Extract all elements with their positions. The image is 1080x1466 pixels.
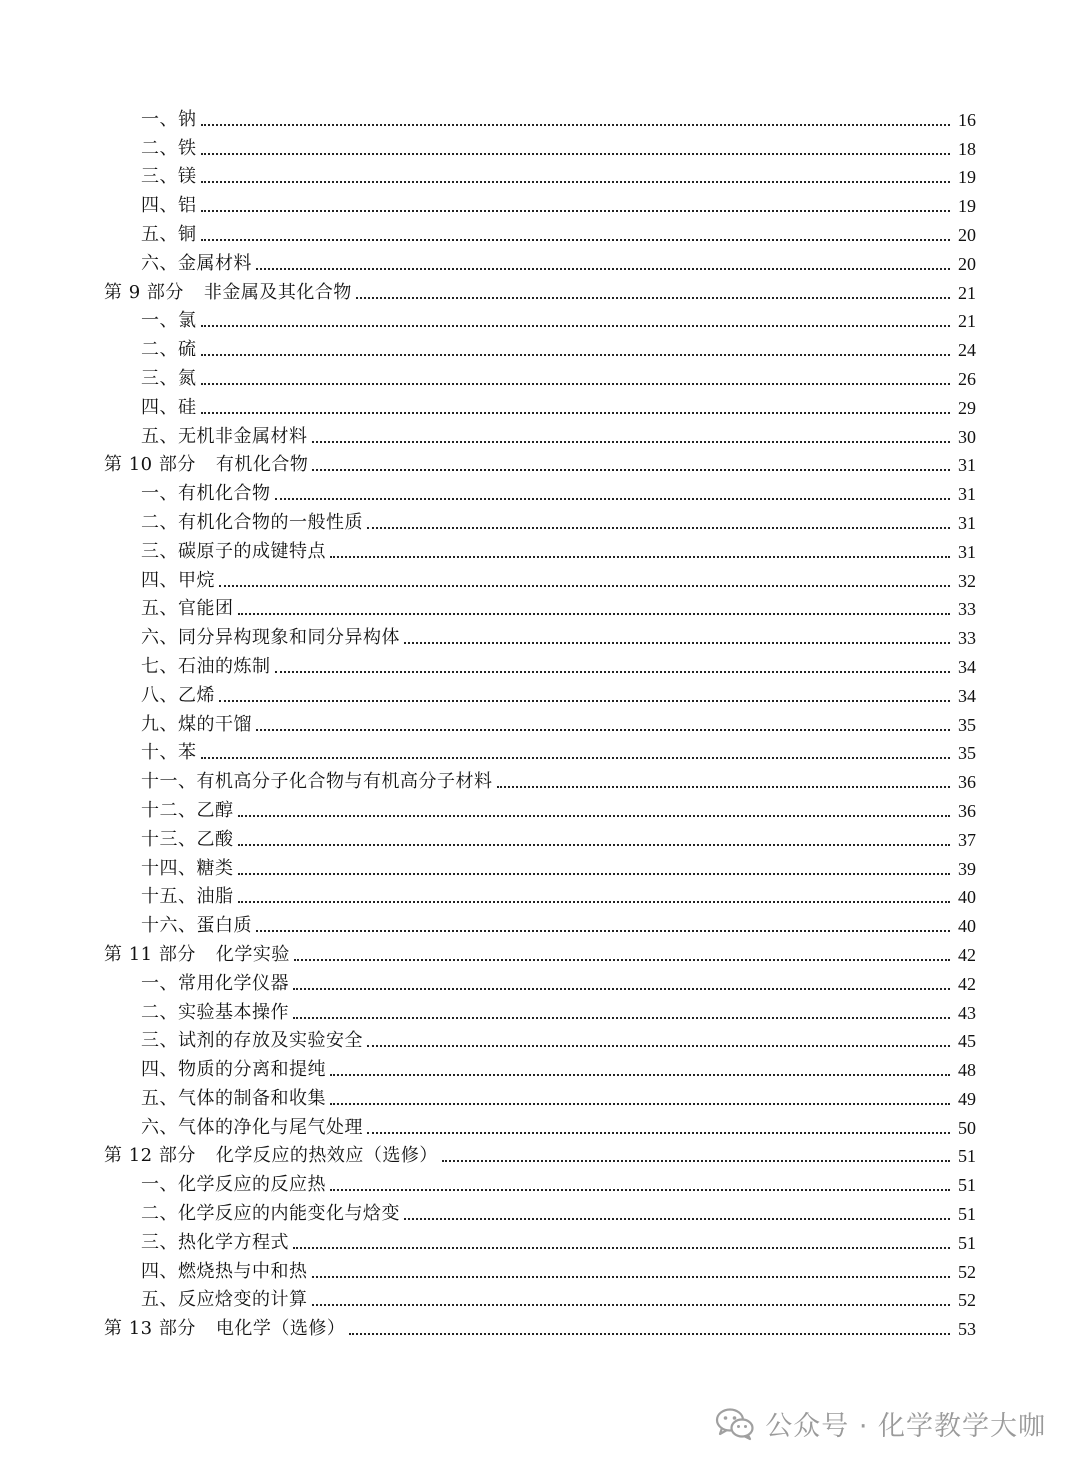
toc-entry-title: 五、官能团 — [141, 598, 234, 620]
toc-entry-title: 七、石油的炼制 — [141, 655, 271, 677]
toc-part-label: 第 13 部分 — [104, 1318, 196, 1340]
toc-page-number: 21 — [958, 311, 976, 332]
toc-entry-title: 四、燃烧热与中和热 — [141, 1260, 308, 1282]
toc-entry-title: 六、气体的净化与尾气处理 — [141, 1116, 363, 1138]
dot-leader — [256, 267, 950, 270]
toc-section-entry[interactable] — [0, 996, 1080, 1025]
dot-leader — [367, 526, 950, 529]
toc-entry-title: 一、氯 — [141, 310, 197, 332]
toc-entry-title: 四、甲烷 — [141, 569, 215, 591]
dot-leader — [497, 785, 951, 788]
toc-entry-title: 二、实验基本操作 — [141, 1001, 289, 1023]
toc-page-number: 53 — [958, 1319, 976, 1340]
dot-leader — [293, 987, 950, 990]
toc-page-number: 31 — [958, 484, 976, 505]
toc-entry-title: 三、试剂的存放及实验安全 — [141, 1030, 363, 1052]
toc-section-entry[interactable] — [0, 1226, 1080, 1255]
toc-page-number: 20 — [958, 253, 976, 274]
toc-entry-title — [104, 281, 352, 305]
toc-page-number: 51 — [958, 1204, 976, 1225]
toc-page-number: 18 — [958, 138, 976, 159]
toc-section-entry[interactable] — [0, 305, 1080, 334]
toc-section-entry[interactable] — [0, 247, 1080, 276]
toc-section-entry[interactable] — [0, 737, 1080, 766]
toc-page-number: 16 — [958, 109, 976, 130]
dot-leader — [201, 382, 951, 385]
toc-section-entry[interactable] — [0, 909, 1080, 938]
toc-page-number: 31 — [958, 455, 976, 476]
dot-leader — [330, 1188, 950, 1191]
toc-entry-title — [104, 1317, 345, 1341]
dot-leader — [238, 843, 951, 846]
toc-section-entry[interactable] — [0, 420, 1080, 449]
toc-page-number: 40 — [958, 887, 976, 908]
toc-section-entry[interactable] — [0, 679, 1080, 708]
toc-page-number: 52 — [958, 1261, 976, 1282]
toc-entry-title: 六、同分异构现象和同分异构体 — [141, 627, 400, 649]
dot-leader — [219, 699, 950, 702]
watermark-text: 公众号 · 化学教学大咖 — [765, 1411, 1046, 1442]
toc-part-title: 化学实验 — [215, 943, 290, 965]
toc-page-number: 42 — [958, 973, 976, 994]
toc-section-entry[interactable] — [0, 103, 1080, 132]
toc-part-entry[interactable] — [0, 1312, 1080, 1341]
toc-page-number: 19 — [958, 167, 976, 188]
toc-page-number: 34 — [958, 656, 976, 677]
dot-leader — [294, 958, 950, 961]
toc-section-entry[interactable] — [0, 1053, 1080, 1082]
toc-page-number: 36 — [958, 772, 976, 793]
toc-entry-title: 四、硅 — [141, 396, 197, 418]
toc-entry-title: 八、乙烯 — [141, 684, 215, 706]
toc-section-entry[interactable] — [0, 1168, 1080, 1197]
toc-entry-title — [104, 453, 308, 477]
toc-page-number: 42 — [958, 944, 976, 965]
dot-leader — [256, 728, 950, 731]
toc-section-entry[interactable] — [0, 1082, 1080, 1111]
toc-page-number: 34 — [958, 685, 976, 706]
dot-leader — [275, 497, 951, 500]
dot-leader — [367, 1131, 950, 1134]
toc-entry-title: 二、化学反应的内能变化与焓变 — [141, 1203, 400, 1225]
toc-page-number: 51 — [958, 1146, 976, 1167]
dot-leader — [330, 1102, 950, 1105]
toc-page-number: 21 — [958, 282, 976, 303]
toc-section-entry[interactable] — [0, 391, 1080, 420]
toc-section-entry[interactable] — [0, 362, 1080, 391]
toc-section-entry[interactable] — [0, 621, 1080, 650]
dot-leader — [367, 1044, 950, 1047]
dot-leader — [293, 1016, 950, 1019]
toc-page-number: 45 — [958, 1031, 976, 1052]
toc-entry-title: 九、煤的干馏 — [141, 713, 252, 735]
toc-section-entry[interactable] — [0, 535, 1080, 564]
toc-part-label: 第 10 部分 — [104, 454, 196, 476]
toc-entry-title: 一、化学反应的反应热 — [141, 1174, 326, 1196]
toc-section-entry[interactable] — [0, 852, 1080, 881]
dot-leader — [201, 238, 951, 241]
toc-section-entry[interactable] — [0, 218, 1080, 247]
toc-page-number: 49 — [958, 1088, 976, 1109]
dot-leader — [201, 324, 951, 327]
toc-page-number: 36 — [958, 800, 976, 821]
toc-page-number: 43 — [958, 1002, 976, 1023]
toc-entry-title: 五、铜 — [141, 223, 197, 245]
toc-entry-title — [104, 1144, 438, 1168]
dot-leader — [312, 440, 951, 443]
toc-page-number: 20 — [958, 224, 976, 245]
toc-section-entry[interactable] — [0, 593, 1080, 622]
toc-entry-title: 三、氮 — [141, 367, 197, 389]
toc-part-title: 有机化合物 — [215, 454, 309, 476]
toc-entry-title: 三、热化学方程式 — [141, 1231, 289, 1253]
toc-entry-title: 十五、油脂 — [141, 886, 234, 908]
dot-leader — [404, 1217, 950, 1220]
toc-page-number: 33 — [958, 628, 976, 649]
toc-part-entry[interactable] — [0, 938, 1080, 967]
toc-entry-title: 一、常用化学仪器 — [141, 972, 289, 994]
dot-leader — [238, 814, 951, 817]
dot-leader — [442, 1159, 950, 1162]
toc-section-entry[interactable] — [0, 823, 1080, 852]
dot-leader — [404, 641, 950, 644]
table-of-contents — [0, 103, 1080, 1341]
toc-page-number: 19 — [958, 196, 976, 217]
dot-leader — [201, 152, 951, 155]
toc-page-number: 39 — [958, 858, 976, 879]
wechat-icon — [715, 1407, 755, 1441]
toc-part-label: 第 9 部分 — [104, 281, 184, 303]
dot-leader — [238, 900, 951, 903]
toc-page-number: 32 — [958, 570, 976, 591]
toc-entry-title: 五、气体的制备和收集 — [141, 1087, 326, 1109]
dot-leader — [201, 123, 951, 126]
toc-entry-title: 一、钠 — [141, 108, 197, 130]
toc-page-number: 51 — [958, 1232, 976, 1253]
toc-entry-title: 十二、乙醇 — [141, 799, 234, 821]
dot-leader — [330, 555, 950, 558]
dot-leader — [349, 1332, 950, 1335]
toc-section-entry[interactable] — [0, 967, 1080, 996]
toc-entry-title: 三、镁 — [141, 166, 197, 188]
toc-section-entry[interactable] — [0, 506, 1080, 535]
toc-part-label: 第 11 部分 — [104, 943, 196, 965]
toc-section-entry[interactable] — [0, 132, 1080, 161]
toc-entry-title — [104, 943, 290, 967]
dot-leader — [219, 584, 950, 587]
toc-page-number: 37 — [958, 829, 976, 850]
dot-leader — [312, 468, 950, 471]
toc-entry-title: 四、物质的分离和提纯 — [141, 1059, 326, 1081]
toc-entry-title: 二、硫 — [141, 339, 197, 361]
toc-entry-title: 十一、有机高分子化合物与有机高分子材料 — [141, 771, 493, 793]
toc-page-number: 31 — [958, 512, 976, 533]
toc-section-entry[interactable] — [0, 189, 1080, 218]
dot-leader — [238, 872, 951, 875]
dot-leader — [201, 756, 951, 759]
toc-section-entry[interactable] — [0, 881, 1080, 910]
toc-section-entry[interactable] — [0, 333, 1080, 362]
toc-page-number: 51 — [958, 1175, 976, 1196]
dot-leader — [201, 209, 951, 212]
dot-leader — [256, 929, 950, 932]
toc-section-entry[interactable] — [0, 708, 1080, 737]
toc-section-entry[interactable] — [0, 564, 1080, 593]
dot-leader — [356, 296, 950, 299]
toc-entry-title: 十六、蛋白质 — [141, 915, 252, 937]
toc-section-entry[interactable] — [0, 161, 1080, 190]
toc-part-entry[interactable] — [0, 1140, 1080, 1169]
dot-leader — [312, 1275, 951, 1278]
toc-page-number: 48 — [958, 1060, 976, 1081]
dot-leader — [201, 353, 951, 356]
toc-section-entry[interactable] — [0, 794, 1080, 823]
dot-leader — [312, 1303, 951, 1306]
toc-section-entry[interactable] — [0, 650, 1080, 679]
watermark — [715, 1404, 1046, 1443]
toc-entry-title: 十三、乙酸 — [141, 828, 234, 850]
toc-entry-title: 二、有机化合物的一般性质 — [141, 511, 363, 533]
toc-page-number: 52 — [958, 1290, 976, 1311]
toc-section-entry[interactable] — [0, 1025, 1080, 1054]
toc-part-title: 化学反应的热效应（选修） — [215, 1145, 438, 1167]
toc-page-number: 50 — [958, 1117, 976, 1138]
toc-page-number: 31 — [958, 541, 976, 562]
toc-section-entry[interactable] — [0, 477, 1080, 506]
toc-section-entry[interactable] — [0, 1255, 1080, 1284]
toc-section-entry[interactable] — [0, 1197, 1080, 1226]
dot-leader — [201, 180, 951, 183]
toc-entry-title: 十四、糖类 — [141, 857, 234, 879]
toc-part-title: 非金属及其化合物 — [203, 281, 352, 303]
toc-page-number: 24 — [958, 340, 976, 361]
toc-page-number: 35 — [958, 714, 976, 735]
toc-entry-title: 十、苯 — [141, 742, 197, 764]
toc-part-label: 第 12 部分 — [104, 1145, 196, 1167]
toc-section-entry[interactable] — [0, 1111, 1080, 1140]
dot-leader — [275, 670, 951, 673]
toc-entry-title: 一、有机化合物 — [141, 483, 271, 505]
toc-part-title: 电化学（选修） — [215, 1318, 346, 1340]
toc-entry-title: 六、金属材料 — [141, 252, 252, 274]
toc-page-number: 35 — [958, 743, 976, 764]
toc-page-number: 40 — [958, 916, 976, 937]
toc-entry-title: 三、碳原子的成键特点 — [141, 540, 326, 562]
toc-page-number: 33 — [958, 599, 976, 620]
dot-leader — [201, 411, 951, 414]
toc-part-entry[interactable] — [0, 276, 1080, 305]
toc-entry-title: 四、铝 — [141, 195, 197, 217]
toc-page-number: 29 — [958, 397, 976, 418]
toc-part-entry[interactable] — [0, 449, 1080, 478]
toc-page-number: 26 — [958, 368, 976, 389]
toc-page-number: 30 — [958, 426, 976, 447]
toc-entry-title: 二、铁 — [141, 137, 197, 159]
toc-entry-title: 五、无机非金属材料 — [141, 425, 308, 447]
dot-leader — [330, 1073, 950, 1076]
dot-leader — [293, 1246, 950, 1249]
toc-section-entry[interactable] — [0, 1284, 1080, 1313]
dot-leader — [238, 612, 951, 615]
toc-entry-title: 五、反应焓变的计算 — [141, 1289, 308, 1311]
toc-section-entry[interactable] — [0, 765, 1080, 794]
